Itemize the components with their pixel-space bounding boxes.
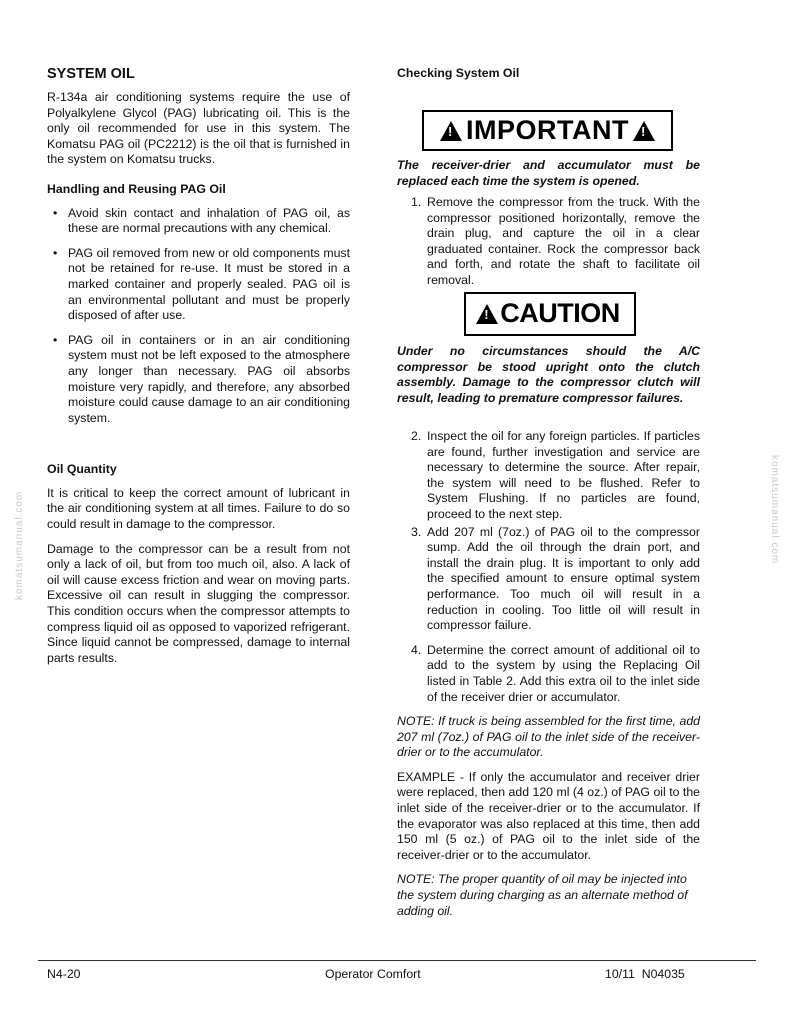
note-alternate-method: NOTE: The proper quantity of oil may be injected into the system during charging as an alternate method of adding oil. [397,872,688,918]
bullet-item: • Avoid skin contact and inhalation of PAG oil, as these are normal precautions with any chemical. [47,206,350,237]
section-title: SYSTEM OIL [47,66,135,82]
right-column [397,66,700,926]
step-item: 1. Remove the compressor from the truck. With the compressor positioned horizontally, remove the drain plug, and capture the oil in a clear graduated container. Rock the compressor back and forth, and rotate the shaft to facilitate oil removal. [411,195,700,287]
quantity-paragraph-2: Damage to the compressor can be a result from not only a lack of oil, but from too much oil, also. A lack of oil will cause excess friction and wear on moving parts. Excessive oil can result in slugging the compressor. This condition occurs when the compressor attempts to compress liquid oil as opposed to vaporized refrigerant. Since liquid cannot be compressed, damage to internal parts results. [47,541,350,665]
lower-steps-block [397,429,700,928]
important-sign [422,110,673,151]
step-text: Remove the compressor from the truck. With the compressor positioned horizontally, remove the drain plug, and capture the oil in a clear graduated container. Rock the compressor back and forth, and rotate the shaft to facilitate oil removal. [427,195,700,287]
quantity-paragraph-1: It is critical to keep the correct amount of lubricant in the air conditioning system at all times. Failure to do so could result in damage to the compressor. [47,485,350,532]
note-first-time: NOTE: If truck is being assembled for the first time, add 207 ml (7oz.) of PAG oil to the inlet side of the receiver-drier or to the accumulator. [397,714,700,760]
left-column [47,66,350,675]
example-paragraph: EXAMPLE - If only the accumulator and receiver drier were replaced, then add 120 ml (4 oz.) of PAG oil to the inlet side of the receiver-drier or to the accumulator. If the evaporator was also replaced at this time, then add 150 ml (5 oz.) of PAG oil to the inlet side of the receiver-drier or to the accumulator. [397,769,700,862]
footer-divider [38,960,756,961]
caution-text: Under no circumstances should the A/C compressor be stood upright onto the clutch assembly. Damage to the compressor clutch will result, leading to premature compressor failures. [397,344,700,405]
caution-sign [464,292,636,336]
handling-bullet-list [47,206,350,427]
step-item: 2. Inspect the oil for any foreign particles. If particles are found, further investigation and service are necessary to determine the source. After repair, the system will need to be flushed. Refer to System Flushing. If no particles are found, proceed to the next step. [411,429,700,521]
steps-list-a [397,195,700,289]
footer-section-title: Operator Comfort [325,967,421,981]
bullet-item: • PAG oil in containers or in an air conditioning system must not be left exposed to the atmosphere any longer than necessary. PAG oil absorbs moisture very rapidly, and therefore, any absorbed moisture could cause damage to an air conditioning system. [47,333,350,427]
warning-triangle-icon [476,304,498,324]
handling-heading: Handling and Reusing PAG Oil [47,181,226,196]
quantity-heading: Oil Quantity [47,462,117,477]
step-text: Determine the correct amount of additional oil to add to the system by using the Replacing Oil listed in Table 2. Add this extra oil to the inlet side of the receiver drier or accumulator. [427,642,700,704]
warning-triangle-icon [440,121,462,141]
step-item: 4. Determine the correct amount of additional oil to add to the system by using the Replacing Oil listed in Table 2. Add this extra oil to the inlet side of the receiver drier or accumulator. [411,642,700,704]
watermark-left: komatsumanual.com [14,490,25,600]
step-item: 3. Add 207 ml (7oz.) of PAG oil to the compressor sump. Add the oil through the drain port, and install the drain plug. It is important to only add the specified amount to ensure optimal system performance. Too much oil will result in a reduction in cooling. Too little oil will result in compressor failure. [411,524,700,633]
important-label: IMPORTANT [466,114,629,145]
steps-list-b [397,429,700,705]
footer-doc-code: 10/11 N04035 [605,967,685,981]
checking-heading: Checking System Oil [397,66,520,80]
step-text: Inspect the oil for any foreign particles. If particles are found, further investigation and service are necessary to determine the source. After repair, the system will need to be flushed. Refer to System Flushing. If no particles are found, proceed to the next step. [427,429,700,521]
important-text: The receiver-drier and accumulator must be replaced each time the system is opened. [397,158,700,188]
bullet-item: • PAG oil removed from new or old components must not be retained for re-use. It must be stored in a marked container and properly sealed. PAG oil is an environmental pollutant and must be properly disposed of after use. [47,246,350,324]
watermark-right: komatsumanual.com [769,455,780,565]
warning-triangle-icon [633,121,655,141]
step-text: Add 207 ml (7oz.) of PAG oil to the compressor sump. Add the oil through the drain port, and install the drain plug. It is important to only add the specified amount to ensure optimal system performance. Too much oil will result in a reduction in cooling. Too little oil will result in compressor failure. [427,524,700,633]
caution-label: CAUTION [500,298,620,329]
intro-paragraph: R-134a air conditioning systems require the use of Polyalkylene Glycol (PAG) lubricating oil. This is the only oil recommended for use in this system. The Komatsu PAG oil (PC2212) is the oil that is furnished in the system on Komatsu trucks. [47,90,350,167]
footer-page-number: N4-20 [47,967,81,981]
